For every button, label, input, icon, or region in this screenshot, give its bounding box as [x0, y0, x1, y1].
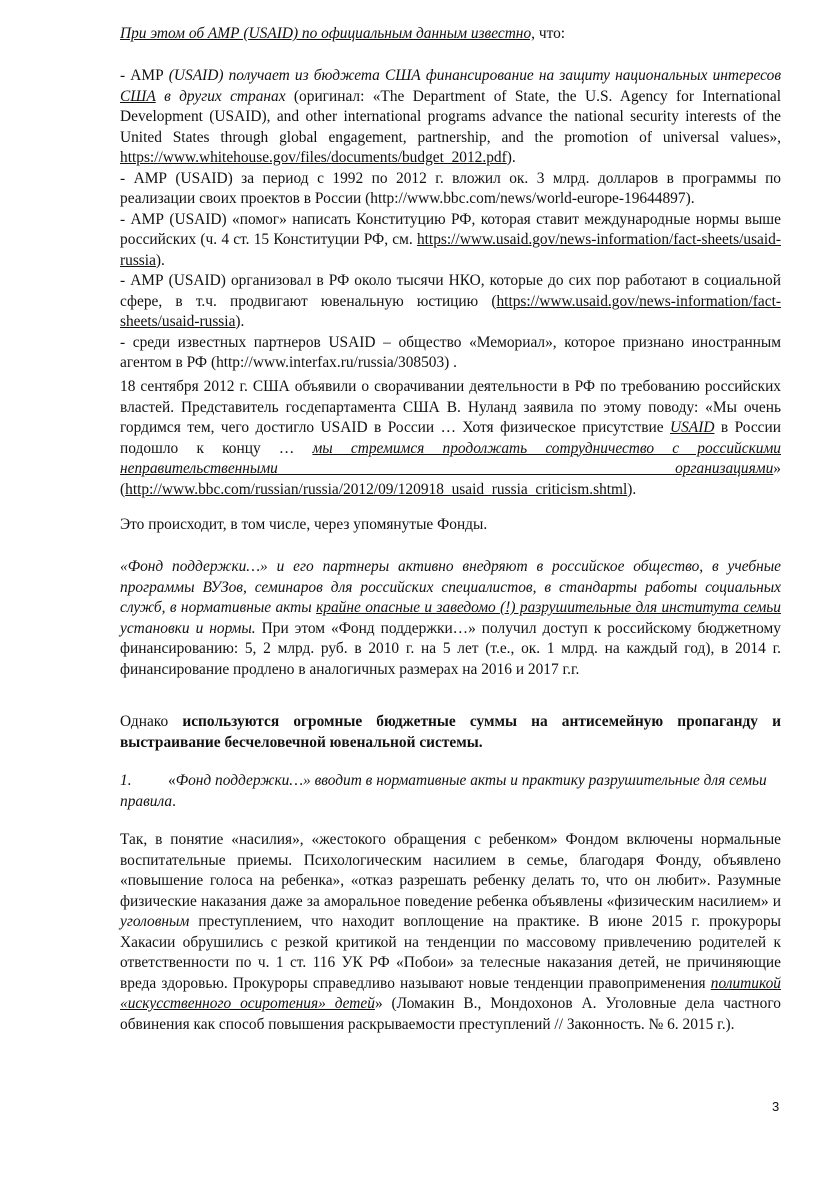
violence-paragraph [120, 830, 781, 1035]
usaid-russia-link[interactable]: https://www.usaid.gov/news-information/fact-sheets/usaid-russia [120, 231, 781, 269]
fact-dash: - АМР [120, 67, 169, 84]
budget-paragraph [120, 712, 781, 753]
fact-investment: - АМР (USAID) за период с 1992 по 2012 г. вложил ок. 3 млрд. долларов в программы по реализации своих проектов в России (http://www.bbc.com/news/world-europe-19644897). [120, 169, 781, 207]
facts-list [120, 66, 781, 374]
usaid-closure-paragraph [120, 377, 781, 500]
criminal-word: уголовным [120, 913, 190, 930]
budget-bold: используются огромные бюджетные суммы на антисемейную пропаганду и выстраивание бесчеловечной ювенальной системы. [120, 713, 781, 751]
policy-word: политикой [710, 974, 781, 992]
usaid-word: USAID [669, 419, 715, 436]
fact-text: - АМР (USAID) «помог» написать Конституцию РФ, которая ставит международные нормы выше российских (ч. 4 ст. 15 Конституции РФ, см. [120, 210, 781, 248]
fact-end: ). [235, 313, 245, 330]
fund-italic-end: установки и нормы. [120, 619, 256, 637]
fund-italic: «Фонд поддержки…» и его партнеры активно внедряют в российское общество, в учебные программы ВУЗов, семинаров для российских специалистов, в стандарты работы социальных служб, в нормативные акты [120, 558, 781, 616]
budget-plain: Однако [120, 713, 183, 730]
fund-financing-text: При этом «Фонд поддержки…» получил доступ к российскому бюджетному финансированию: 5, 2 млрд. руб. в 2010 г. на 5 лет (т.е., ок. 1 млрд. на каждый год), в 2014 г. финансирование продлено в аналогичных размерах на 2016 и 2017 г.г. [120, 619, 781, 678]
whitehouse-link[interactable]: https://www.whitehouse.gov/files/documents/budget_2012.pdf [120, 149, 507, 166]
intro-lead: При этом об АМР (USAID) по официальным данным известно, [120, 25, 535, 42]
through-funds-line: Это происходит, в том числе, через упомянутые Фонды. [120, 516, 488, 533]
fact-constitution [120, 210, 781, 272]
fact-emphasis-end: в других странах [155, 87, 286, 105]
section-quote-mark: « [168, 772, 176, 789]
fund-underlined: крайне опасные и заведомо (!) разрушительные для института семьи [316, 599, 781, 616]
fact-original-quote: (оригинал: «The Department of State, the U.S. Agency for International Development (USAID), and other international programs advance the national security interests of the United States through global engagement, partnership, and the promotion of universal values», [120, 87, 781, 146]
fact-memorial: - среди известных партнеров USAID – общество «Мемориал», которое признано иностранным агентом в РФ (http://www.interfax.ru/russia/308503) . [120, 333, 781, 371]
bbc-link[interactable]: http://www.bbc.com/russian/russia/2012/09/120918_usaid_russia_criticism.shtml [125, 480, 628, 498]
intro-line [120, 24, 781, 45]
orphan-phrase: «искусственного осиротения» детей [120, 995, 375, 1012]
fact-emphasis: (USAID) получает из бюджета США финансирование на защиту национальных интересов [168, 67, 781, 84]
page-number: 3 [772, 1099, 780, 1114]
fund-paragraph [120, 557, 781, 680]
violence-text: Так, в понятие «насилия», «жестокого обращения с ребенком» Фондом включены нормальные воспитательные приемы. Психологическим насилием в семье, благодаря Фонду, объявлено «повышение голоса на ребенка», «отказ разрешать ребенку делать то, что он любит». Разумные физические наказания даже за аморальное поведение ребенка объявлены «физическим насилием» и [120, 831, 781, 910]
fact-emphasis-usa: США [120, 87, 156, 105]
section-heading [120, 771, 781, 812]
section-title-end: . [172, 792, 176, 810]
closure-text: 18 сентября 2012 г. США объявили о сворачивании деятельности в РФ по требованию российских властей. Представитель госдепартамента США В. Нуланд заявила по этому поводу: «Мы очень гордимся тем, чего достигло USAID в России … Хотя физическое присутствие [120, 378, 781, 436]
fact-nko [120, 271, 781, 333]
fact-funding [120, 66, 781, 169]
closure-text-3: » ( [120, 460, 781, 498]
violence-text-2: преступлением, что находит воплощение на практике. В июне 2015 г. прокуроры Хакасии обрушились с резкой критикой на тенденции по массовому привлечению родителей к ответственности по ч. 1 ст. 116 УК РФ «Побои» за телесные наказания детей, не причиняющие вреда здоровью. Прокуроры справедливо называют новые тенденции правоприменения [120, 913, 781, 992]
citation-text: » (Ломакин В., Мондохонов А. Уголовные дела частного обвинения как способ повышения раскрываемости преступлений // Законность. № 6. 2015 г.). [120, 995, 781, 1033]
intro-tail: что: [535, 25, 566, 42]
closure-text-2: в России подошло к концу … [120, 419, 781, 457]
section-title: Фонд поддержки…» вводит в нормативные акты и практику разрушительные для семьи правила [120, 772, 767, 810]
nuland-quote: мы стремимся продолжать сотрудничество с российскими неправительственными организациями [120, 439, 781, 477]
usaid-russia-link[interactable]: https://www.usaid.gov/news-information/fact-sheets/usaid-russia [120, 292, 781, 330]
section-number: 1. [120, 772, 132, 789]
fact-end: ). [506, 149, 516, 166]
fact-text: - АМР (USAID) организовал в РФ около тысячи НКО, которые до сих пор работают в социальной сфере, в т.ч. продвигают ювенальную юстицию ( [120, 272, 781, 310]
fact-end: ). [155, 251, 165, 269]
closure-end: ). [627, 480, 637, 498]
